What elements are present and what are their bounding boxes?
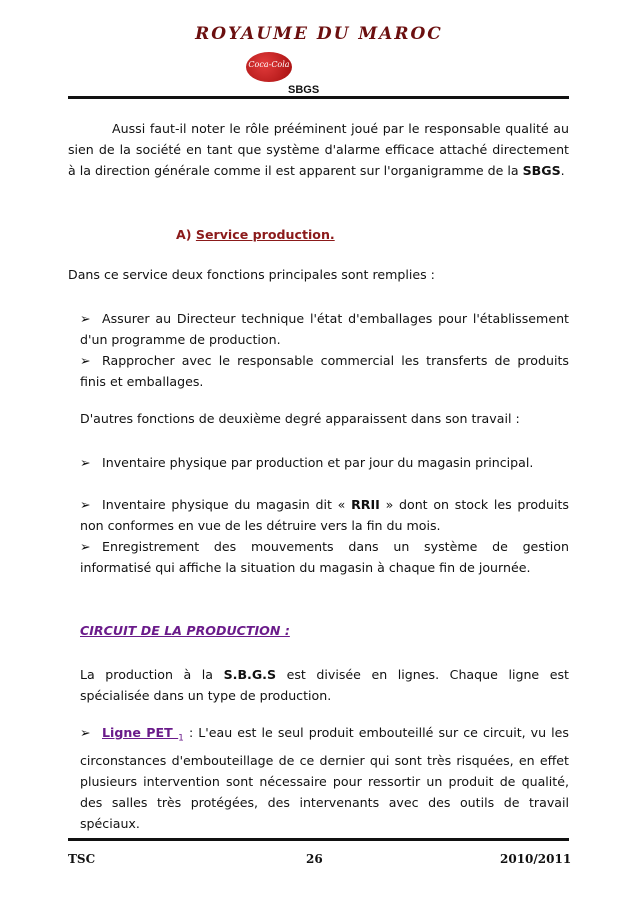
list-item: ➢ Inventaire physique du magasin dit « RRII » dont on stock les produits non conformes en vue de les détruire vers la fin du mois.: [80, 494, 569, 536]
intro-bold: SBGS: [522, 163, 561, 178]
arrow-bullet-icon: ➢: [80, 539, 91, 554]
section-a-heading: A) Service production.: [176, 227, 335, 242]
document-header-title: ROYAUME DU MAROC: [195, 24, 443, 44]
company-name: SBGS: [288, 84, 320, 96]
header-divider: [68, 96, 569, 99]
list-item: ➢ Rapprocher avec le responsable commercial les transferts de produits finis et emballages.: [80, 350, 569, 392]
circuit-heading: CIRCUIT DE LA PRODUCTION :: [80, 623, 290, 638]
list-item: ➢ Assurer au Directeur technique l'état d'emballages pour l'établissement d'un programme de production.: [80, 308, 569, 350]
para-principal-functions: Dans ce service deux fonctions principales sont remplies :: [68, 267, 435, 282]
page-number: 26: [306, 852, 323, 866]
footer-divider: [68, 838, 569, 841]
list-item: ➢ Inventaire physique par production et par jour du magasin principal.: [80, 452, 569, 473]
ligne-pet-item: ➢ Ligne PET $_1$ : L'eau est le seul produit embouteillé sur ce circuit, vu les circonstances d'embouteillage de ce dernier qui sont très risquées, en effet plusieurs intervention sont nécessaire pour ressortir un produit de qualité, des salles très protégées, des intervenants avec des outils de travail spéciaux.: [80, 722, 569, 834]
para-second-functions: D'autres fonctions de deuxième degré apparaissent dans son travail :: [80, 411, 520, 426]
coca-cola-logo: [246, 52, 292, 82]
footer-left: TSC: [68, 852, 96, 866]
list-item: ➢ Enregistrement des mouvements dans un système de gestion informatisé qui affiche la situation du magasin à chaque fin de journée.: [80, 536, 569, 578]
arrow-bullet-icon: ➢: [80, 455, 91, 470]
arrow-bullet-icon: ➢: [80, 497, 91, 512]
logo-text: Coca-Cola: [248, 60, 290, 69]
arrow-bullet-icon: ➢: [80, 311, 91, 326]
arrow-bullet-icon: ➢: [80, 353, 91, 368]
intro-paragraph: Aussi faut-il noter le rôle prééminent joué par le responsable qualité au sien de la société en tant que système d'alarme efficace attaché directement à la direction générale comme il est apparent sur l'organigramme de la SBGS.: [68, 121, 569, 178]
arrow-bullet-icon: ➢: [80, 725, 91, 740]
para-production-lines: La production à la S.B.G.S est divisée en lignes. Chaque ligne est spécialisée dans un type de production.: [80, 667, 569, 703]
footer-year: 2010/2011: [500, 852, 572, 866]
